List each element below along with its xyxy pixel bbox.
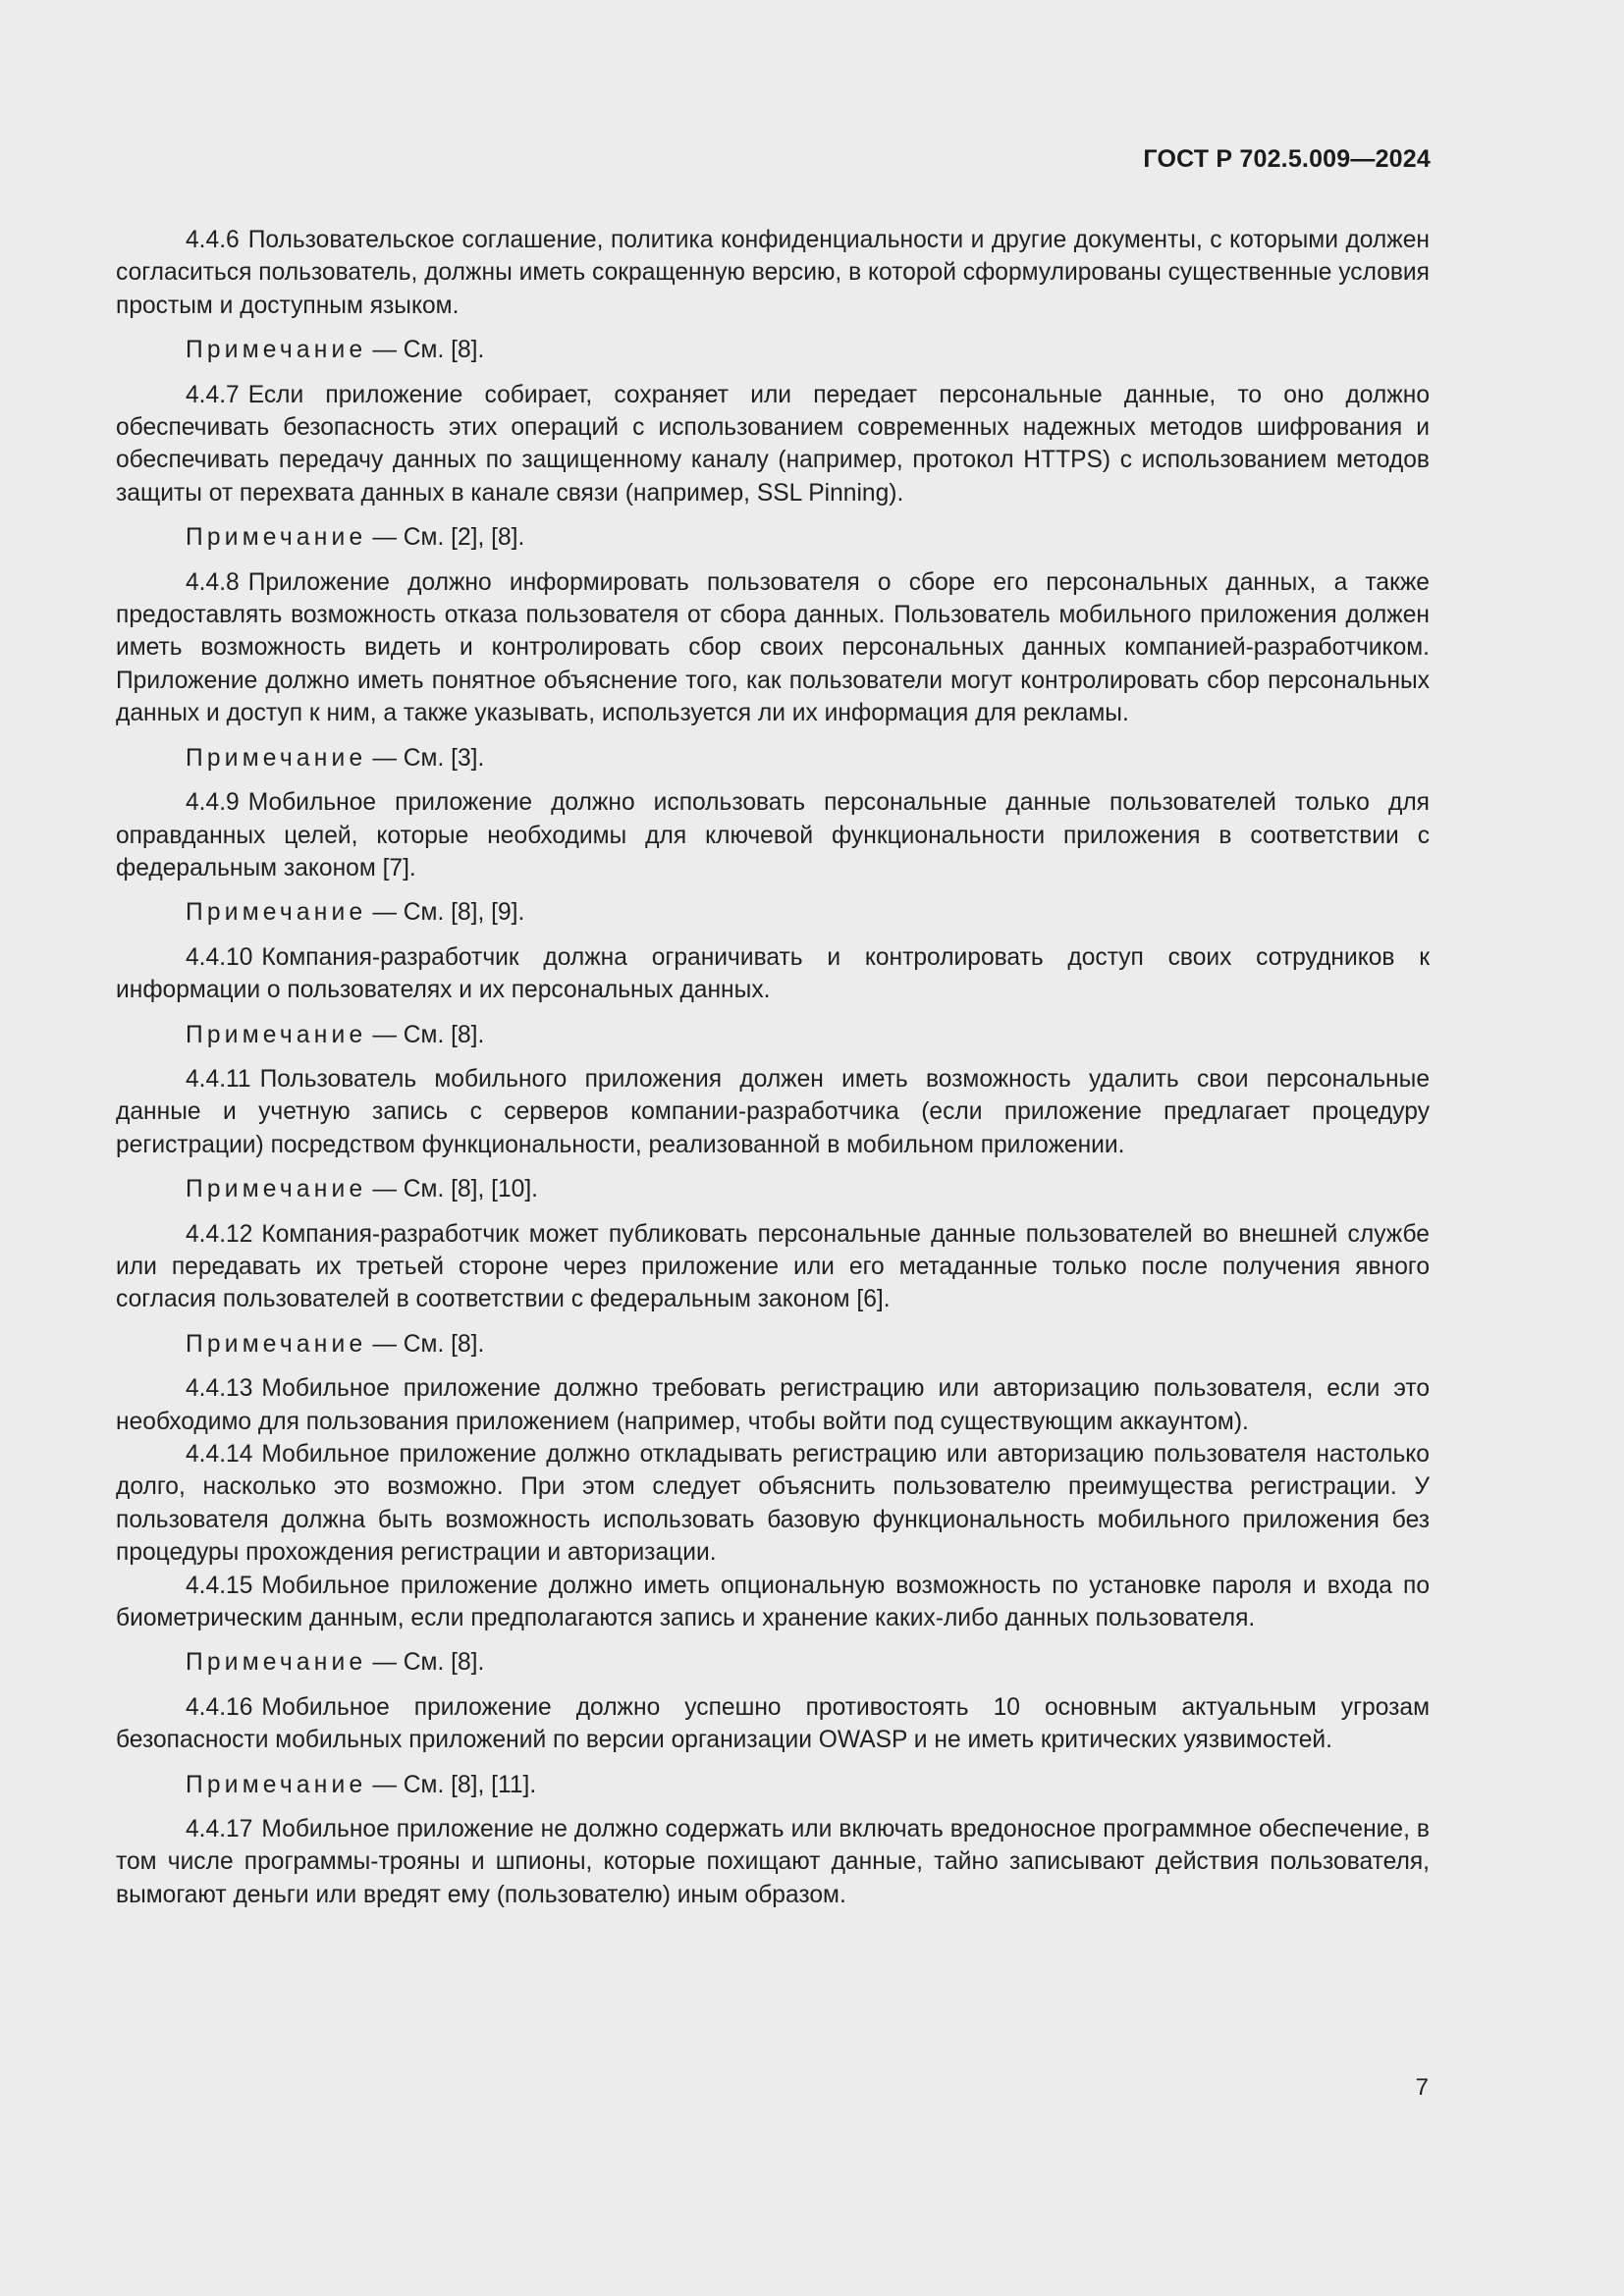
clause-4-4-16	[116, 1691, 1430, 1757]
clause-note	[116, 1646, 1430, 1679]
clause-number: 4.4.7	[186, 381, 240, 408]
note-label: Примечание	[186, 524, 367, 552]
note-label: Примечание	[186, 1771, 367, 1798]
clause-note	[116, 1019, 1430, 1051]
clause-number: 4.4.14	[186, 1441, 253, 1468]
clause-number: 4.4.6	[186, 227, 240, 253]
document-header: ГОСТ Р 702.5.009—2024	[1143, 145, 1431, 173]
clause-4-4-10	[116, 941, 1430, 1007]
note-label: Примечание	[186, 1330, 367, 1358]
clause-text: Мобильное приложение должно успешно противостоять 10 основным актуальным угрозам безопасности мобильных приложений по версии организации OWASP и не иметь критических уязвимостей.	[116, 1693, 1430, 1754]
clause-4-4-13	[116, 1372, 1430, 1438]
note-reference: — См. [8].	[372, 1649, 485, 1677]
clause-4-4-14	[116, 1438, 1430, 1570]
note-label: Примечание	[186, 1649, 367, 1677]
note-label: Примечание	[186, 744, 367, 772]
clause-number: 4.4.10	[186, 943, 253, 971]
clause-note	[116, 742, 1430, 774]
note-label: Примечание	[186, 899, 367, 927]
clause-number: 4.4.16	[186, 1693, 253, 1721]
clause-text: Пользовательское соглашение, политика конфиденциальности и другие документы, с которыми должен согласиться пользователь, должны иметь сокращенную версию, в которой сформулированы существенные условия простым и доступным языком.	[116, 227, 1430, 319]
page-number: 7	[1415, 2074, 1429, 2101]
clause-note	[116, 1173, 1430, 1205]
note-reference: — См. [8].	[372, 337, 485, 364]
note-reference: — См. [2], [8].	[372, 524, 525, 552]
clause-4-4-8	[116, 566, 1430, 730]
clause-4-4-11	[116, 1063, 1430, 1161]
note-reference: — См. [8].	[372, 1330, 485, 1358]
clause-number: 4.4.9	[186, 789, 240, 817]
clause-number: 4.4.8	[186, 568, 240, 596]
note-reference: — См. [8], [10].	[372, 1176, 538, 1203]
clause-note	[116, 334, 1430, 366]
clause-4-4-12	[116, 1218, 1430, 1316]
clause-4-4-9	[116, 786, 1430, 884]
clause-4-4-17	[116, 1813, 1430, 1911]
note-label: Примечание	[186, 337, 367, 364]
clause-4-4-7	[116, 379, 1430, 510]
clause-number: 4.4.12	[186, 1220, 253, 1248]
clause-text: Мобильное приложение должно требовать регистрацию или авторизацию пользователя, если это необходимо для пользования приложением (например, чтобы войти под существующим аккаунтом).	[116, 1375, 1430, 1435]
clause-number: 4.4.15	[186, 1572, 253, 1599]
clause-text: Мобильное приложение должно иметь опциональную возможность по установке пароля и входа по биометрическим данным, если предполагаются запись и хранение каких-либо данных пользователя.	[116, 1572, 1430, 1632]
clause-number: 4.4.13	[186, 1375, 253, 1403]
clause-note	[116, 1328, 1430, 1361]
document-body	[116, 224, 1430, 1923]
note-reference: — См. [8], [11].	[372, 1771, 537, 1798]
clause-text: Пользователь мобильного приложения должен иметь возможность удалить свои персональные данные и учетную запись с серверов компании-разработчика (если приложение предлагает процедуру регистрации) посредством функциональности, реализованной в мобильном приложении.	[116, 1065, 1430, 1158]
clause-text: Приложение должно информировать пользователя о сборе его персональных данных, а также предоставлять возможность отказа пользователя от сбора данных. Пользователь мобильного приложения должен иметь возможность видеть и контролировать сбор своих персональных данных компанией-разработчиком. Приложение должно иметь понятное объяснение того, как пользователи могут контролировать сбор персональных данных и доступ к ним, а также указывать, используется ли их информация для рекламы.	[116, 568, 1430, 727]
clause-note	[116, 1769, 1430, 1801]
note-reference: — См. [8], [9].	[372, 899, 525, 927]
note-reference: — См. [8].	[372, 1021, 485, 1048]
clause-number: 4.4.11	[186, 1065, 251, 1093]
clause-4-4-6	[116, 224, 1430, 322]
clause-text: Мобильное приложение не должно содержать или включать вредоносное программное обеспечение, в том числе программы-трояны и шпионы, которые похищают данные, тайно записывают действия пользователя, вымогают деньги или вредят ему (пользователю) иным образом.	[116, 1816, 1430, 1908]
clause-text: Мобильное приложение должно использовать персональные данные пользователей только для оправданных целей, которые необходимы для ключевой функциональности приложения в соответствии с федеральным законом [7].	[116, 789, 1430, 881]
note-label: Примечание	[186, 1176, 367, 1203]
clause-4-4-15	[116, 1570, 1430, 1635]
clause-number: 4.4.17	[186, 1816, 253, 1843]
note-reference: — См. [3].	[372, 744, 485, 772]
clause-note	[116, 521, 1430, 554]
clause-note	[116, 896, 1430, 929]
note-label: Примечание	[186, 1021, 367, 1048]
clause-text: Компания-разработчик должна ограничивать и контролировать доступ своих сотрудников к информации о пользователях и их персональных данных.	[116, 943, 1430, 1004]
clause-text: Компания-разработчик может публиковать персональные данные пользователей во внешней службе или передавать их третьей стороне через приложение или его метаданные только после получения явного согласия пользователей в соответствии с федеральным законом [6].	[116, 1220, 1430, 1313]
clause-text: Мобильное приложение должно откладывать регистрацию или авторизацию пользователя настолько долго, насколько это возможно. При этом следует объяснить пользователю преимущества регистрации. У пользователя должна быть возможность использовать базовую функциональность мобильного приложения без процедуры прохождения регистрации и авторизации.	[116, 1441, 1430, 1567]
clause-text: Если приложение собирает, сохраняет или передает персональные данные, то оно должно обеспечивать безопасность этих операций с использованием современных надежных методов шифрования и обеспечивать передачу данных по защищенному каналу (например, протокол HTTPS) с использованием методов защиты от перехвата данных в канале связи (например, SSL Pinning).	[116, 381, 1430, 507]
